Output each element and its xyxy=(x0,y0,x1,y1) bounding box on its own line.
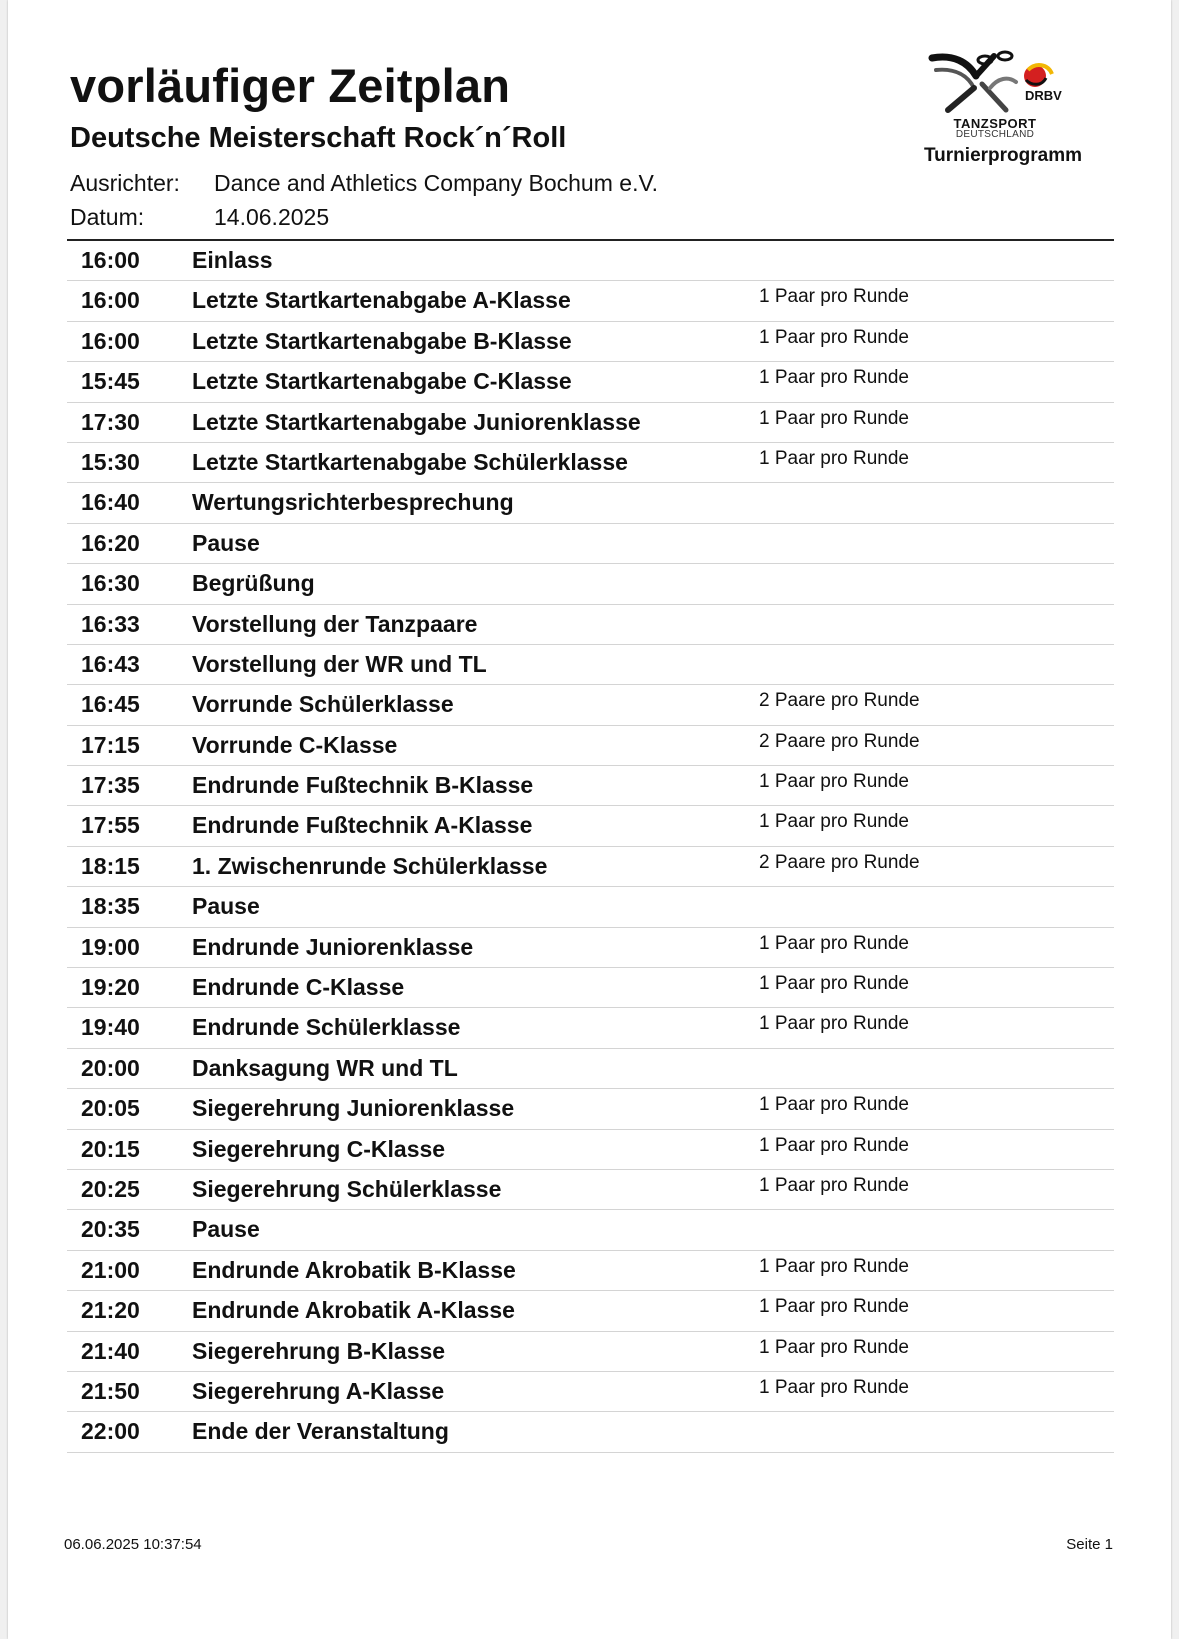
schedule-time: 16:45 xyxy=(81,691,140,718)
schedule-note: 1 Paar pro Runde xyxy=(759,1094,909,1116)
schedule-event: Endrunde Juniorenklasse xyxy=(192,933,474,960)
schedule-time: 17:30 xyxy=(81,408,140,435)
schedule-row xyxy=(67,241,1114,281)
schedule-row xyxy=(67,483,1114,523)
schedule-row xyxy=(67,1210,1114,1250)
schedule-time: 15:45 xyxy=(81,368,140,395)
schedule-event: Pause xyxy=(192,893,260,920)
schedule-note: 1 Paar pro Runde xyxy=(759,1255,909,1277)
schedule-time: 17:55 xyxy=(81,812,140,839)
footer-timestamp: 06.06.2025 10:37:54 xyxy=(64,1536,202,1553)
schedule-event: Letzte Startkartenabgabe Juniorenklasse xyxy=(192,408,641,435)
logo-line1: TANZSPORT xyxy=(953,116,1037,131)
organizer-line xyxy=(70,170,658,197)
schedule-event: Pause xyxy=(192,1216,260,1243)
schedule-event: 1. Zwischenrunde Schülerklasse xyxy=(192,852,548,879)
schedule-time: 17:15 xyxy=(81,731,140,758)
schedule-time: 16:00 xyxy=(81,287,140,314)
schedule-row xyxy=(67,887,1114,927)
schedule-note: 1 Paar pro Runde xyxy=(759,932,909,954)
schedule-time: 15:30 xyxy=(81,448,140,475)
schedule-time: 16:43 xyxy=(81,650,140,677)
schedule-event: Vorstellung der Tanzpaare xyxy=(192,610,478,637)
schedule-time: 20:35 xyxy=(81,1216,140,1243)
schedule-note: 1 Paar pro Runde xyxy=(759,973,909,995)
schedule-note: 2 Paare pro Runde xyxy=(759,690,920,712)
schedule-event: Letzte Startkartenabgabe A-Klasse xyxy=(192,287,571,314)
schedule-row xyxy=(67,1170,1114,1210)
schedule-event: Siegerehrung C-Klasse xyxy=(192,1135,446,1162)
logo-line2: DEUTSCHLAND xyxy=(955,129,1035,140)
schedule-time: 20:15 xyxy=(81,1135,140,1162)
schedule-event: Siegerehrung Juniorenklasse xyxy=(192,1095,515,1122)
schedule-event: Einlass xyxy=(192,247,273,273)
schedule-time: 19:00 xyxy=(81,933,140,960)
schedule-event: Endrunde Schülerklasse xyxy=(192,1014,461,1041)
schedule-row xyxy=(67,1291,1114,1331)
schedule-note: 1 Paar pro Runde xyxy=(759,326,909,348)
schedule-event: Siegerehrung A-Klasse xyxy=(192,1377,445,1404)
page-subtitle: Deutsche Meisterschaft Rock´n´Roll xyxy=(70,122,567,154)
schedule-row xyxy=(67,403,1114,443)
schedule-event: Endrunde Fußtechnik B-Klasse xyxy=(192,772,534,799)
schedule-row xyxy=(67,1251,1114,1291)
schedule-time: 17:35 xyxy=(81,772,140,799)
schedule-event: Letzte Startkartenabgabe C-Klasse xyxy=(192,368,572,395)
logo-drbv-text: DRBV xyxy=(1025,88,1062,103)
schedule-note: 1 Paar pro Runde xyxy=(759,1013,909,1035)
date-line xyxy=(70,204,329,231)
schedule-time: 21:20 xyxy=(81,1297,140,1324)
schedule-table xyxy=(67,241,1114,1453)
schedule-time: 21:50 xyxy=(81,1377,140,1404)
schedule-note: 1 Paar pro Runde xyxy=(759,1336,909,1358)
schedule-row xyxy=(67,1130,1114,1170)
document-page xyxy=(8,0,1171,1639)
logo-caption: Turnierprogramm xyxy=(923,145,1082,166)
footer-page-number: Seite 1 xyxy=(1066,1536,1113,1553)
schedule-event: Vorrunde C-Klasse xyxy=(192,731,398,758)
date-label: Datum: xyxy=(70,204,145,230)
schedule-note: 1 Paar pro Runde xyxy=(759,1134,909,1156)
schedule-time: 19:20 xyxy=(81,974,140,1001)
schedule-row xyxy=(67,443,1114,483)
schedule-event: Endrunde Akrobatik A-Klasse xyxy=(192,1297,515,1324)
schedule-row xyxy=(67,322,1114,362)
schedule-time: 16:40 xyxy=(81,489,140,516)
schedule-event: Siegerehrung B-Klasse xyxy=(192,1337,446,1364)
schedule-note: 1 Paar pro Runde xyxy=(759,367,909,389)
schedule-row xyxy=(67,524,1114,564)
schedule-row xyxy=(67,645,1114,685)
schedule-note: 1 Paar pro Runde xyxy=(759,771,909,793)
schedule-time: 20:00 xyxy=(81,1054,140,1081)
schedule-event: Letzte Startkartenabgabe Schülerklasse xyxy=(192,448,628,475)
schedule-event: Endrunde Fußtechnik A-Klasse xyxy=(192,812,533,839)
organizer-label: Ausrichter: xyxy=(70,170,180,196)
schedule-time: 19:40 xyxy=(81,1014,140,1041)
schedule-time: 16:00 xyxy=(81,247,140,273)
drbv-logo xyxy=(928,48,1078,144)
schedule-time: 16:00 xyxy=(81,327,140,354)
schedule-note: 2 Paare pro Runde xyxy=(759,851,920,873)
schedule-time: 21:40 xyxy=(81,1337,140,1364)
schedule-row xyxy=(67,806,1114,846)
schedule-row xyxy=(67,281,1114,321)
schedule-event: Vorstellung der WR und TL xyxy=(192,650,487,677)
schedule-row xyxy=(67,685,1114,725)
schedule-time: 16:30 xyxy=(81,570,140,597)
schedule-time: 20:05 xyxy=(81,1095,140,1122)
schedule-note: 1 Paar pro Runde xyxy=(759,1174,909,1196)
organizer-value: Dance and Athletics Company Bochum e.V. xyxy=(214,170,659,196)
schedule-event: Pause xyxy=(192,529,260,556)
schedule-event: Endrunde Akrobatik B-Klasse xyxy=(192,1256,516,1283)
schedule-event: Siegerehrung Schülerklasse xyxy=(192,1175,502,1202)
schedule-row xyxy=(67,362,1114,402)
schedule-row xyxy=(67,1372,1114,1412)
schedule-note: 1 Paar pro Runde xyxy=(759,1296,909,1318)
schedule-time: 18:15 xyxy=(81,852,140,879)
schedule-time: 16:20 xyxy=(81,529,140,556)
schedule-row xyxy=(67,1008,1114,1048)
schedule-row xyxy=(67,1049,1114,1089)
schedule-row xyxy=(67,968,1114,1008)
schedule-note: 2 Paare pro Runde xyxy=(759,730,920,752)
schedule-time: 16:33 xyxy=(81,610,140,637)
schedule-event: Begrüßung xyxy=(192,570,315,597)
schedule-event: Endrunde C-Klasse xyxy=(192,974,405,1001)
date-value: 14.06.2025 xyxy=(214,204,330,230)
schedule-event: Ende der Veranstaltung xyxy=(192,1418,449,1445)
schedule-time: 18:35 xyxy=(81,893,140,920)
schedule-row xyxy=(67,1412,1114,1452)
schedule-time: 22:00 xyxy=(81,1418,140,1445)
schedule-event: Danksagung WR und TL xyxy=(192,1054,458,1081)
schedule-row xyxy=(67,847,1114,887)
schedule-time: 20:25 xyxy=(81,1175,140,1202)
schedule-time: 21:00 xyxy=(81,1256,140,1283)
schedule-note: 1 Paar pro Runde xyxy=(759,811,909,833)
schedule-note: 1 Paar pro Runde xyxy=(759,407,909,429)
schedule-event: Wertungsrichterbesprechung xyxy=(192,489,514,516)
schedule-row xyxy=(67,564,1114,604)
schedule-row xyxy=(67,928,1114,968)
dancer-logo-icon xyxy=(928,48,1078,118)
schedule-note: 1 Paar pro Runde xyxy=(759,1376,909,1398)
schedule-note: 1 Paar pro Runde xyxy=(759,286,909,308)
schedule-row xyxy=(67,1089,1114,1129)
schedule-row xyxy=(67,1332,1114,1372)
schedule-row xyxy=(67,726,1114,766)
schedule-row xyxy=(67,605,1114,645)
schedule-event: Letzte Startkartenabgabe B-Klasse xyxy=(192,327,572,354)
page-title: vorläufiger Zeitplan xyxy=(70,59,511,112)
schedule-row xyxy=(67,766,1114,806)
schedule-event: Vorrunde Schülerklasse xyxy=(192,691,454,718)
schedule-note: 1 Paar pro Runde xyxy=(759,447,909,469)
